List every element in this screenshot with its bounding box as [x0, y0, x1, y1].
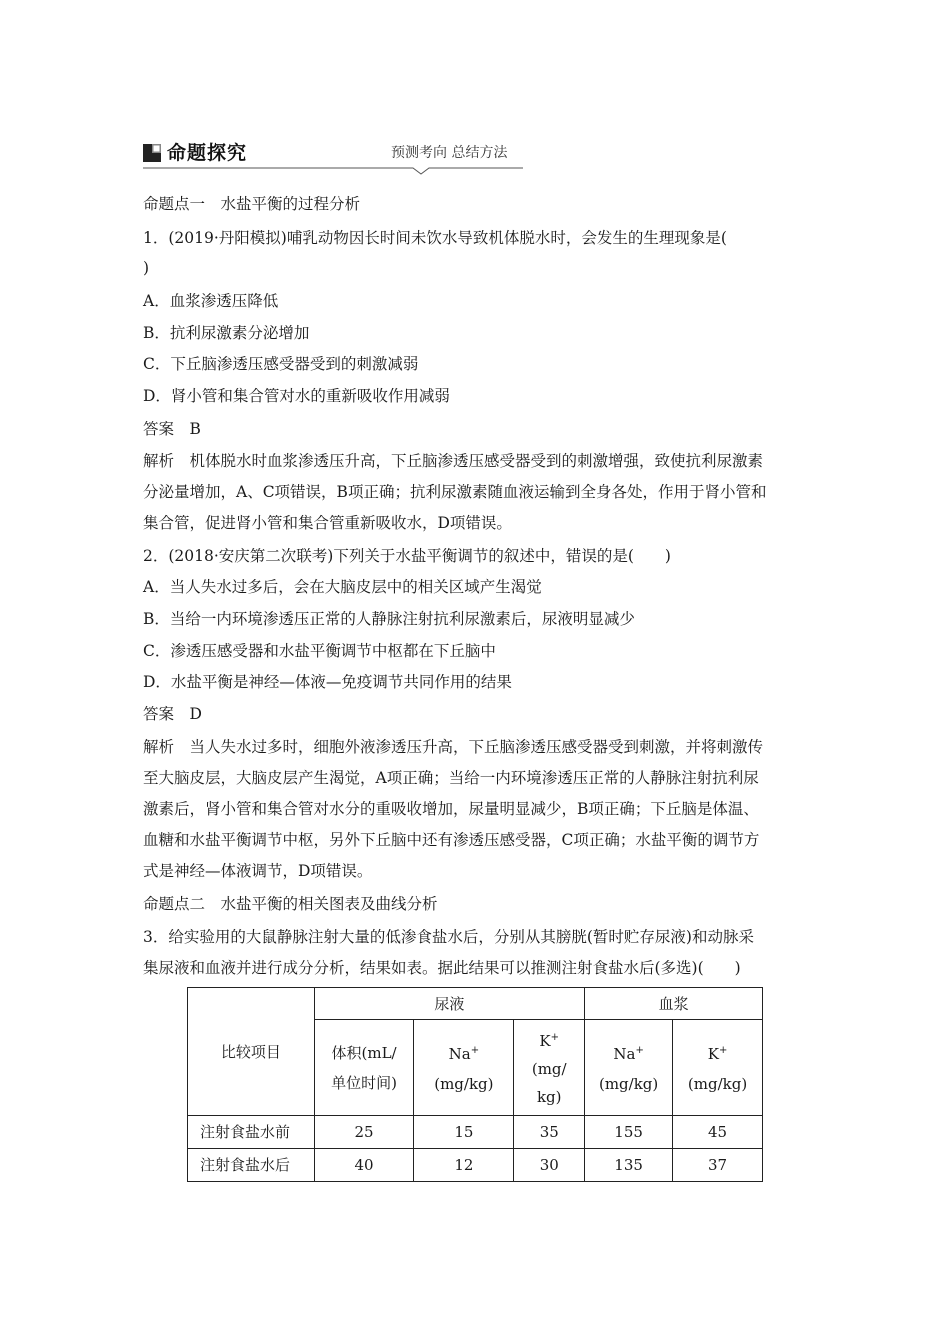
row-label-before: 注射食盐水前 — [188, 1116, 315, 1149]
q1-option-d: D．肾小管和集合管对水的重新吸收作用减弱 — [143, 387, 450, 405]
section-block-icon — [143, 144, 161, 162]
q2-explanation-line2: 至大脑皮层，大脑皮层产生渴觉，A项正确；当给一内环境渗透压正常的人静脉注射抗利尿 — [143, 769, 759, 787]
header-plasma-k-charge: + — [718, 1045, 728, 1056]
header-na-symbol: Na — [448, 1045, 471, 1063]
table-cell: 155 — [585, 1116, 673, 1149]
q1-explanation-line1: 解析 机体脱水时血浆渗透压升高，下丘脑渗透压感受器受到的刺激增强，致使抗利尿激素 — [143, 452, 764, 470]
header-plasma-k — [673, 1020, 763, 1116]
q1-option-b: B．抗利尿激素分泌增加 — [143, 324, 310, 342]
table-cell: 35 — [514, 1116, 585, 1149]
header-urine-k — [514, 1020, 585, 1116]
header-plasma-na-unit: (mg/kg) — [598, 1075, 659, 1093]
table-corner-cell: 比较项目 — [188, 988, 315, 1116]
table-cell: 12 — [414, 1149, 514, 1182]
q1-option-a: A．血浆渗透压降低 — [143, 292, 279, 310]
header-plasma-k-symbol: K — [707, 1045, 719, 1063]
q1-explanation-line3: 集合管，促进肾小管和集合管重新吸收水，D项错误。 — [143, 514, 512, 532]
topic-heading-2: 命题点二 水盐平衡的相关图表及曲线分析 — [143, 895, 438, 913]
q1-option-c: C．下丘脑渗透压感受器受到的刺激减弱 — [143, 355, 419, 373]
table-cell: 15 — [414, 1116, 514, 1149]
table-row — [188, 1116, 763, 1149]
header-k-unit-line1: (mg/ — [531, 1060, 567, 1078]
section-subtitle: 预测考向 总结方法 — [391, 145, 508, 161]
q3-stem-line1: 3．给实验用的大鼠静脉注射大量的低渗食盐水后，分别从其膀胱(暂时贮存尿液)和动脉采 — [143, 928, 754, 946]
section-title: 命题探究 — [167, 142, 248, 164]
q2-option-a: A．当人失水过多后，会在大脑皮层中的相关区域产生渴觉 — [143, 578, 542, 596]
header-k-symbol: K — [539, 1032, 551, 1050]
row-label-after: 注射食盐水后 — [188, 1149, 315, 1182]
table-cell: 45 — [673, 1116, 763, 1149]
header-plasma-na-charge: + — [635, 1045, 644, 1056]
table-cell: 30 — [514, 1149, 585, 1182]
table-cell: 135 — [585, 1149, 673, 1182]
table-group-plasma: 血浆 — [585, 988, 763, 1020]
q2-explanation-line4: 血糖和水盐平衡调节中枢，另外下丘脑中还有渗透压感受器，C项正确；水盐平衡的调节方 — [143, 831, 760, 849]
q1-answer: 答案 B — [143, 420, 201, 438]
q2-option-b: B．当给一内环境渗透压正常的人静脉注射抗利尿激素后，尿液明显减少 — [143, 610, 635, 628]
q2-answer: 答案 D — [143, 705, 202, 723]
header-k-unit-line2: kg) — [536, 1088, 562, 1106]
q2-option-c: C．渗透压感受器和水盐平衡调节中枢都在下丘脑中 — [143, 642, 496, 660]
section-header — [143, 140, 523, 174]
table-cell: 37 — [673, 1149, 763, 1182]
header-urine-na — [414, 1020, 514, 1116]
q1-stem-line2: ) — [143, 259, 150, 277]
q2-explanation-line1: 解析 当人失水过多时，细胞外液渗透压升高，下丘脑渗透压感受器受到刺激，并将刺激传 — [143, 738, 764, 756]
header-plasma-k-unit: (mg/kg) — [687, 1075, 748, 1093]
table-row — [188, 1149, 763, 1182]
table-group-header-row — [188, 988, 763, 1020]
q1-explanation-line2: 分泌量增加，A、C项错误，B项正确；抗利尿激素随血液运输到全身各处，作用于肾小管和 — [143, 483, 767, 501]
results-table — [187, 987, 763, 1182]
topic-heading-1: 命题点一 水盐平衡的过程分析 — [143, 195, 361, 213]
header-plasma-na — [585, 1020, 673, 1116]
q2-stem: 2．(2018·安庆第二次联考)下列关于水盐平衡调节的叙述中，错误的是( ) — [143, 547, 671, 565]
header-plasma-na-symbol: Na — [613, 1045, 636, 1063]
q1-stem-line1: 1．(2019·丹阳模拟)哺乳动物因长时间未饮水导致机体脱水时，会发生的生理现象是( — [143, 229, 727, 247]
q2-option-d: D．水盐平衡是神经—体液—免疫调节共同作用的结果 — [143, 673, 512, 691]
table-cell: 25 — [314, 1116, 414, 1149]
header-na-charge: + — [470, 1045, 480, 1056]
header-urine-volume — [314, 1020, 414, 1116]
section-underline — [143, 166, 523, 176]
q3-stem-line2: 集尿液和血液并进行成分分析，结果如表。据此结果可以推测注射食盐水后(多选)( ) — [143, 959, 741, 977]
header-na-unit: (mg/kg) — [434, 1075, 494, 1093]
table-group-urine: 尿液 — [314, 988, 585, 1020]
header-volume-line2: 单位时间) — [331, 1073, 397, 1092]
header-k-charge: + — [550, 1032, 560, 1043]
q2-explanation-line5: 式是神经—体液调节，D项错误。 — [143, 862, 373, 880]
header-volume-line1: 体积(mL/ — [331, 1043, 397, 1062]
table-cell: 40 — [314, 1149, 414, 1182]
q2-explanation-line3: 激素后，肾小管和集合管对水分的重吸收增加，尿量明显减少，B项正确；下丘脑是体温、 — [143, 800, 759, 818]
